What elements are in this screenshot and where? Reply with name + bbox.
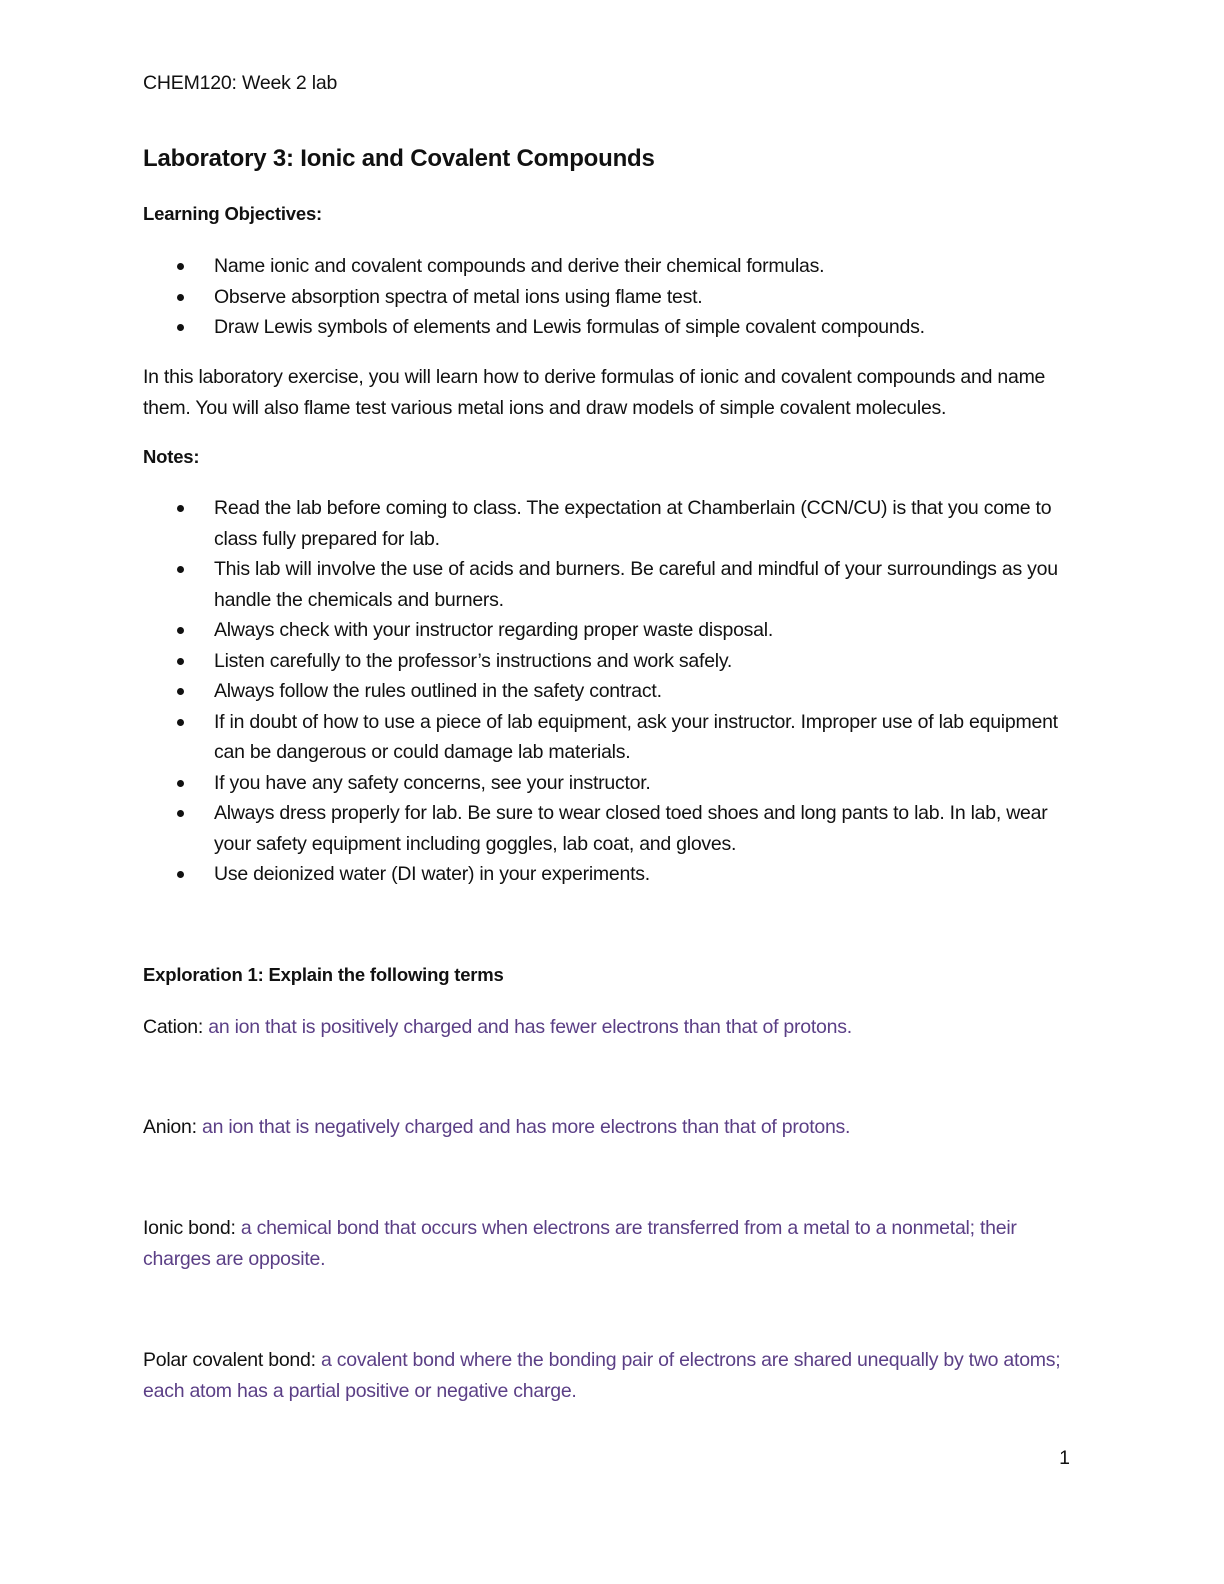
term-polar-covalent-bond [143, 1345, 1078, 1407]
notes-list [143, 493, 1078, 890]
note-item: This lab will involve the use of acids and burners. Be careful and mindful of your surroundings as you handle the chemicals and burners. [143, 554, 1078, 615]
bullet-icon [177, 627, 184, 634]
bullet-icon [177, 780, 184, 787]
note-item: If in doubt of how to use a piece of lab equipment, ask your instructor. Improper use of lab equipment can be dangerous or could damage lab materials. [143, 707, 1078, 768]
term-answer: a covalent bond where the bonding pair of electrons are shared unequally by two atoms; each atom has a partial positive or negative charge. [143, 1349, 1061, 1402]
note-item: Always check with your instructor regarding proper waste disposal. [143, 615, 1078, 646]
exploration-heading: Exploration 1: Explain the following terms [143, 964, 504, 985]
term-label: Ionic bond: [143, 1217, 236, 1239]
bullet-icon [177, 566, 184, 573]
bullet-icon [177, 719, 184, 726]
term-label: Anion: [143, 1116, 197, 1138]
note-item: Always follow the rules outlined in the safety contract. [143, 676, 1078, 707]
term-answer: an ion that is positively charged and has fewer electrons than that of protons. [208, 1016, 852, 1038]
bullet-icon [177, 505, 184, 512]
term-answer: an ion that is negatively charged and has more electrons than that of protons. [201, 1116, 851, 1138]
objectives-list [143, 251, 1078, 343]
bullet-icon [177, 294, 184, 301]
objective-item: Draw Lewis symbols of elements and Lewis formulas of simple covalent compounds. [143, 312, 1078, 343]
term-answer: a chemical bond that occurs when electrons are transferred from a metal to a nonmetal; their charges are opposite. [143, 1217, 1017, 1270]
page-number: 1 [1059, 1447, 1070, 1469]
intro-paragraph: In this laboratory exercise, you will learn how to derive formulas of ionic and covalent compounds and name them. You will also flame test various metal ions and draw models of simple covalent molecules. [143, 366, 1046, 419]
page-header: CHEM120: Week 2 lab [143, 72, 338, 94]
term-label: Polar covalent bond: [143, 1349, 316, 1371]
bullet-icon [177, 871, 184, 878]
document-title: Laboratory 3: Ionic and Covalent Compounds [143, 145, 655, 172]
bullet-icon [177, 810, 184, 817]
document-page [143, 0, 1078, 1584]
bullet-icon [177, 688, 184, 695]
objective-item: Observe absorption spectra of metal ions using flame test. [143, 282, 1078, 313]
bullet-icon [177, 263, 184, 270]
note-item: Use deionized water (DI water) in your experiments. [143, 859, 1078, 890]
term-anion [143, 1112, 1078, 1143]
note-item: Listen carefully to the professor’s instructions and work safely. [143, 646, 1078, 677]
note-item: Always dress properly for lab. Be sure to wear closed toed shoes and long pants to lab. In lab, wear your safety equipment including goggles, lab coat, and gloves. [143, 798, 1078, 859]
note-item: Read the lab before coming to class. The expectation at Chamberlain (CCN/CU) is that you come to class fully prepared for lab. [143, 493, 1078, 554]
term-cation [143, 1012, 1078, 1043]
objectives-heading: Learning Objectives: [143, 203, 322, 224]
bullet-icon [177, 324, 184, 331]
bullet-icon [177, 658, 184, 665]
objective-item: Name ionic and covalent compounds and derive their chemical formulas. [143, 251, 1078, 282]
term-ionic-bond [143, 1213, 1078, 1275]
notes-heading: Notes: [143, 446, 200, 467]
note-item: If you have any safety concerns, see your instructor. [143, 768, 1078, 799]
term-label: Cation: [143, 1016, 204, 1038]
